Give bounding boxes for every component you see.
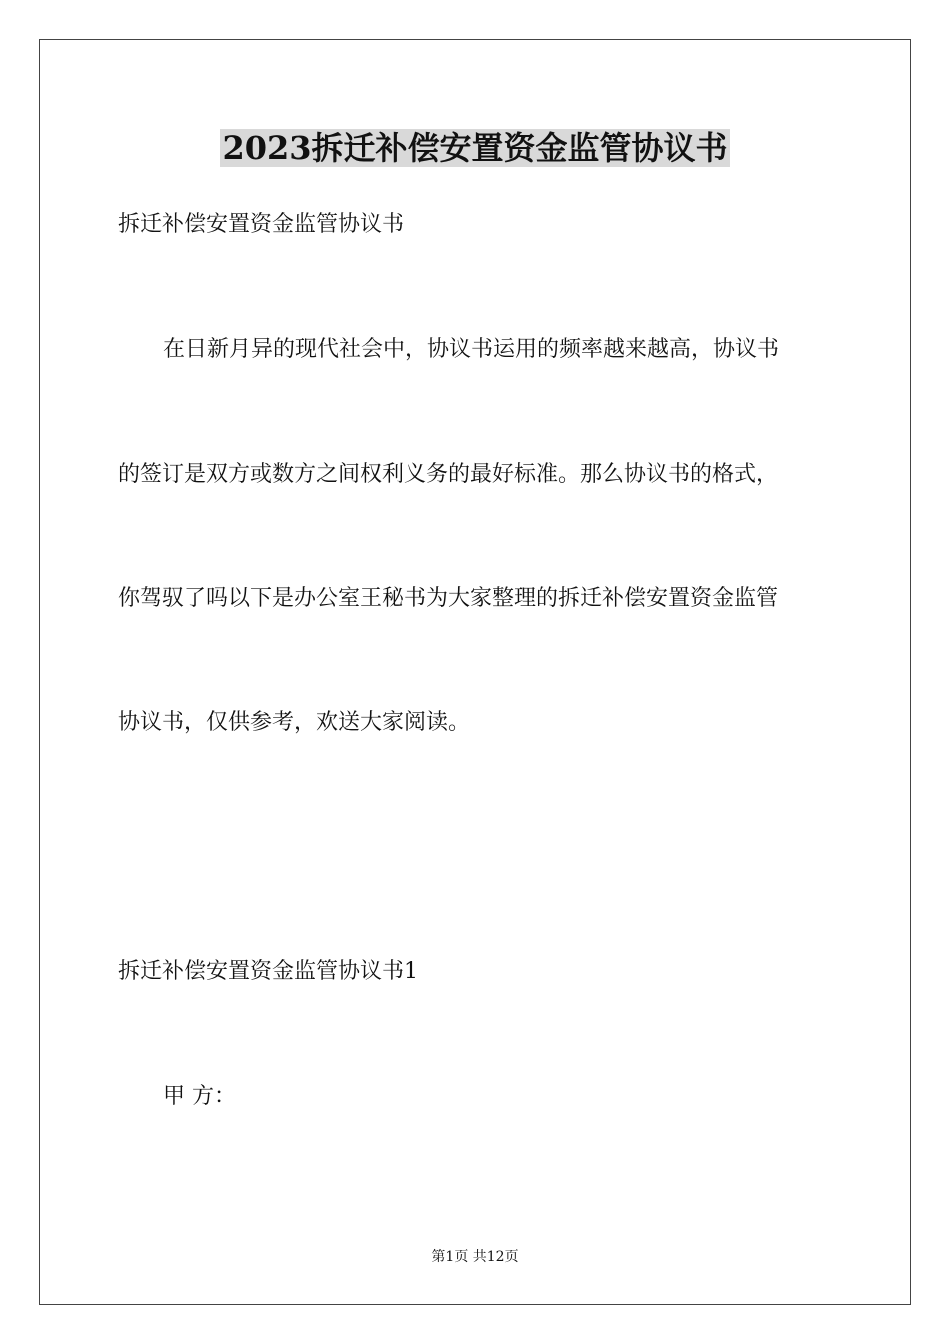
intro-line-2: 的签订是双方或数方之间权利义务的最好标准。那么协议书的格式，: [118, 462, 779, 487]
intro-line-4: 协议书，仅供参考，欢送大家阅读。: [118, 710, 471, 735]
party-a-label: 甲 方：: [163, 1084, 236, 1109]
document-title-text: 2023拆迁补偿安置资金监管协议书: [222, 129, 728, 167]
document-title: [0, 124, 950, 172]
section-heading: 拆迁补偿安置资金监管协议书1: [118, 959, 418, 984]
document-subtitle: 拆迁补偿安置资金监管协议书: [118, 212, 405, 237]
intro-line-3: 你驾驭了吗以下是办公室王秘书为大家整理的拆迁补偿安置资金监管: [118, 586, 779, 611]
intro-line-1: 在日新月异的现代社会中，协议书运用的频率越来越高，协议书: [163, 337, 780, 362]
page-footer: 第1页 共12页: [431, 1249, 519, 1265]
